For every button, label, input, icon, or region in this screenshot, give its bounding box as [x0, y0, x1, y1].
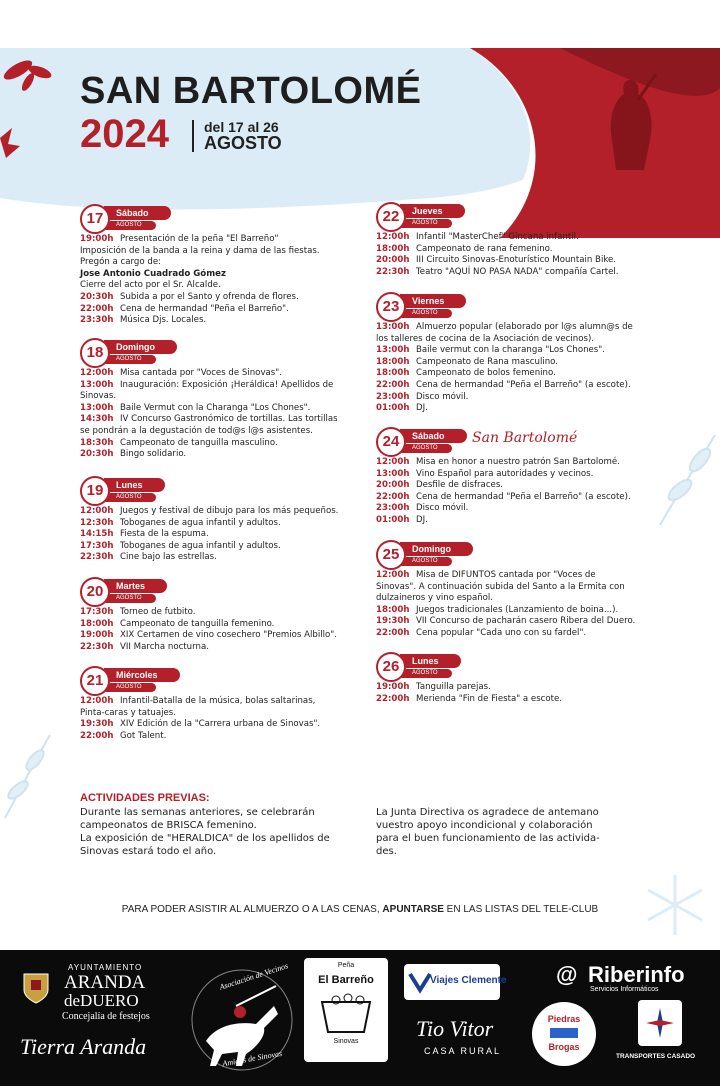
viajes-icon [408, 970, 432, 994]
event-row [376, 232, 676, 244]
event-text: Pregón a cargo de: [80, 257, 162, 268]
event-text: Campeonato de tanguilla masculino. [120, 437, 278, 448]
event-text: se pondrán a la degustación de tod@s l@s asistentes. [80, 425, 313, 436]
event-list [376, 570, 676, 640]
event-time: 13:00h [376, 322, 410, 332]
event-time: 14:30h [80, 414, 114, 425]
event-time: 22:00h [376, 693, 410, 704]
event-row [376, 628, 676, 640]
pena-name: El Barreño [318, 974, 374, 986]
day-23 [376, 292, 676, 415]
event-row [80, 541, 380, 553]
event-text: Baile vermut con la charanga "Los Chones". [416, 345, 605, 356]
day-month: AGOSTO [400, 444, 452, 453]
event-text: Juegos y festival de dibujo para los más pequeños. [120, 506, 339, 516]
tio-vitor-logo: Tio Vitor [416, 1016, 494, 1041]
day-month: AGOSTO [104, 355, 156, 364]
event-row [376, 380, 676, 392]
event-row [376, 357, 676, 369]
event-time: 19:30h [376, 616, 410, 627]
event-row [80, 438, 380, 450]
event-time: 12:00h [80, 696, 114, 706]
event-row [376, 469, 676, 481]
event-text: Cena de hermandad "Peña el Barreño" (a escote). [416, 379, 631, 390]
event-text: Tanguilla parejas. [416, 682, 491, 692]
event-row [376, 492, 676, 504]
event-row [80, 403, 380, 415]
event-row [376, 570, 676, 582]
event-text: III Circuito Sinovas-Enoturístico Mountain Bike. [416, 255, 617, 266]
event-time: 20:30h [80, 449, 114, 460]
event-time: 18:00h [376, 243, 410, 254]
event-text: Campeonato de Rana masculino. [416, 356, 559, 367]
event-time: 18:00h [376, 368, 410, 379]
event-row [376, 403, 676, 415]
event-row [376, 582, 676, 594]
event-time: 01:00h [376, 403, 410, 414]
event-row [376, 593, 676, 605]
event-text: Juegos tradicionales (Lanzamiento de boina...). [416, 604, 619, 615]
event-row [80, 708, 380, 720]
day-number: 18 [80, 338, 110, 368]
event-text: Cierre del acto por el Sr. Alcalde. [80, 280, 221, 291]
event-row [80, 552, 380, 564]
day-number: 20 [80, 577, 110, 607]
note-text: PARA PODER ASISTIR AL ALMUERZO O A LAS CENAS, [121, 904, 383, 915]
truck-icon [550, 1028, 578, 1038]
event-row [376, 244, 676, 256]
event-text: dulzaineros y vino español. [376, 593, 494, 604]
event-time: 13:00h [376, 468, 410, 479]
event-time: 14:15h [80, 529, 114, 540]
event-row [376, 345, 676, 357]
day-17 [80, 204, 380, 327]
event-row [376, 267, 676, 279]
day-20 [80, 577, 380, 653]
event-text: los talleres de cocina de la Asociación de vecinos). [376, 333, 595, 344]
pena-logo-box [304, 958, 388, 1062]
event-time: 20:00h [376, 480, 410, 491]
event-row [80, 518, 380, 530]
event-text: Música Djs. Locales. [120, 315, 207, 326]
at-icon: @ [556, 962, 578, 987]
event-text: DJ. [416, 403, 428, 414]
event-list [376, 457, 676, 527]
event-time: 19:30h [80, 719, 114, 730]
event-row [376, 334, 676, 346]
previas-line: campeonatos de BRISCA femenino. [80, 820, 257, 831]
day-number: 19 [80, 476, 110, 506]
day-25 [376, 540, 676, 640]
event-time: 22:30h [80, 552, 114, 563]
event-time: 12:00h [80, 506, 114, 516]
day-21 [80, 666, 380, 742]
day-number: 26 [376, 652, 406, 682]
day-number: 22 [376, 202, 406, 232]
event-text: Inauguración: Exposición ¡Heráldica! Apellidos de [120, 379, 334, 390]
event-time: 12:00h [376, 570, 410, 580]
event-text: Baile Vermut con la Charanga "Los Chones". [120, 402, 311, 413]
event-list [80, 607, 380, 653]
event-row [80, 506, 380, 518]
day-month: AGOSTO [400, 219, 452, 228]
day-name: Viernes [400, 294, 466, 308]
tierra-aranda-logo: Tierra Aranda [20, 1034, 147, 1059]
year: 2024 [80, 112, 169, 156]
event-time: 12:30h [80, 517, 114, 528]
event-list [80, 506, 380, 564]
event-row [376, 368, 676, 380]
event-text: Disco móvil. [416, 503, 469, 514]
event-text: Presentación de la peña "El Barreño" [120, 234, 279, 244]
event-time: 18:00h [80, 618, 114, 629]
ayto-aranda: ARANDA [64, 972, 146, 993]
event-row [80, 246, 380, 258]
patron-script: San Bartolomé [472, 430, 578, 446]
previas-line: Sinovas estará todo el año. [80, 846, 217, 857]
day-number: 17 [80, 204, 110, 234]
event-row [80, 696, 380, 708]
event-time: 12:00h [80, 368, 114, 378]
event-text: Misa en honor a nuestro patrón San Bartolomé. [416, 457, 620, 467]
event-row [80, 619, 380, 631]
event-text: Cine bajo las estrellas. [120, 552, 217, 563]
viajes-name: Viajes Clemente [430, 975, 507, 986]
event-text: Sinovas. [80, 391, 117, 402]
page-title: SAN BARTOLOMÉ [80, 70, 422, 112]
ayto-duero: deDUERO [64, 991, 139, 1010]
event-row [376, 457, 676, 469]
day-name: Miércoles [104, 668, 180, 682]
event-row [80, 731, 380, 743]
event-time: 12:00h [376, 457, 410, 467]
day-name: Lunes [400, 654, 461, 668]
event-row [376, 605, 676, 617]
event-list [376, 322, 676, 415]
previas-text [80, 806, 360, 858]
event-time: 22:30h [80, 641, 114, 652]
thanks-line: La Junta Directiva os agradece de antemano [376, 807, 599, 818]
event-text: Jose Antonio Cuadrado Gómez [80, 268, 226, 279]
event-row [80, 292, 380, 304]
event-row [80, 607, 380, 619]
day-name: Domingo [104, 340, 177, 354]
event-time: 22:00h [376, 491, 410, 502]
event-row [376, 322, 676, 334]
event-time: 01:00h [376, 514, 410, 525]
event-row [376, 515, 676, 527]
event-row [376, 694, 676, 706]
event-time: 23:30h [80, 315, 114, 326]
barreno-icon [316, 992, 376, 1036]
piedras-bottom: Brogas [548, 1042, 580, 1052]
day-month: AGOSTO [104, 594, 156, 603]
event-time: 13:00h [376, 345, 410, 356]
event-text: Cena popular "Cada uno con su fardel". [416, 627, 587, 638]
event-row [80, 642, 380, 654]
previas-line: La exposición de "HERALDICA" de los apellidos de [80, 833, 330, 844]
day-22 [376, 202, 676, 278]
event-row [376, 480, 676, 492]
event-time: 17:30h [80, 607, 114, 617]
event-text: Infantil-Batalla de la música, bolas saltarinas, [120, 696, 316, 706]
event-text: XIX Certamen de vino cosechero "Premios Albillo". [120, 630, 337, 641]
event-time: 18:00h [376, 604, 410, 615]
event-row [80, 304, 380, 316]
event-row [376, 503, 676, 515]
event-text: Campeonato de rana femenino. [416, 243, 553, 254]
event-text: Almuerzo popular (elaborado por l@s alumn@s de [416, 322, 633, 332]
event-time: 13:00h [80, 379, 114, 390]
event-time: 23:00h [376, 503, 410, 514]
event-time: 20:00h [376, 255, 410, 266]
event-time: 22:00h [80, 303, 114, 314]
event-text: Teatro "AQUÍ NO PASA NADA" compañía Cartel. [416, 266, 619, 277]
event-time: 22:30h [376, 266, 410, 277]
day-name: Lunes [104, 478, 165, 492]
event-text: Misa de DIFUNTOS cantada por "Voces de [416, 570, 596, 580]
compass-icon [644, 1006, 676, 1040]
event-text: VII Concurso de pacharán casero Ribera del Duero. [416, 616, 636, 627]
event-text: Toboganes de agua infantil y adultos. [120, 517, 281, 528]
event-text: XIV Edición de la "Carrera urbana de Sinovas". [120, 719, 321, 730]
event-time: 22:00h [376, 379, 410, 390]
event-row [80, 269, 380, 281]
event-row [80, 315, 380, 327]
day-name: Jueves [400, 204, 465, 218]
event-time: 17:30h [80, 540, 114, 551]
event-row [376, 682, 676, 694]
event-text: VII Marcha nocturna. [120, 641, 209, 652]
event-time: 18:00h [376, 356, 410, 367]
event-text: Campeonato de bolos femenino. [416, 368, 556, 379]
pena-small: Peña [337, 962, 355, 969]
leaf-decoration-left [0, 730, 60, 820]
event-row [80, 426, 380, 438]
event-row [80, 280, 380, 292]
event-text: Pinta-caras y tatuajes. [80, 707, 176, 718]
event-text: Vino Español para autoridades y vecinos. [416, 468, 594, 479]
event-row [80, 719, 380, 731]
note-emphasis: APUNTARSE [382, 904, 444, 915]
asociacion-bottom-text: Amigos de Sinovas [221, 1048, 283, 1069]
piedras-top: Piedras [547, 1014, 581, 1024]
event-text: Campeonato de tanguilla femenino. [120, 618, 275, 629]
event-row [80, 391, 380, 403]
thanks-line: vuestro apoyo incondicional y colaboración [376, 820, 593, 831]
casa-rural: CASA RURAL [424, 1046, 502, 1056]
event-list [376, 682, 676, 705]
event-text: Got Talent. [120, 730, 167, 741]
event-time: 18:30h [80, 437, 114, 448]
event-text: Fiesta de la espuma. [120, 529, 209, 540]
day-month: AGOSTO [104, 221, 156, 230]
event-row [80, 414, 380, 426]
ayto-concejalia: Concejalía de festejos [62, 1011, 150, 1022]
asociacion-top-text: Asociación de Vecinos [218, 961, 290, 992]
event-text: DJ. [416, 514, 428, 525]
event-text: Disco móvil. [416, 391, 469, 402]
day-month: AGOSTO [400, 557, 452, 566]
event-row [80, 380, 380, 392]
day-month: AGOSTO [104, 683, 156, 692]
event-row [80, 630, 380, 642]
thanks-line: des. [376, 846, 397, 857]
event-time: 22:00h [376, 627, 410, 638]
day-month: AGOSTO [400, 309, 452, 318]
event-row [80, 368, 380, 380]
viajes-logo-box [404, 964, 507, 1000]
event-row [80, 234, 380, 246]
event-row [376, 255, 676, 267]
event-list [376, 232, 676, 278]
event-time: 20:30h [80, 291, 114, 302]
thanks-text [376, 806, 656, 858]
event-text: Cena de hermandad "Peña el Barreño". [120, 303, 289, 314]
riberinfo-sub: Servicios Informáticos [590, 986, 659, 993]
event-row [376, 616, 676, 628]
event-text: Subida a por el Santo y ofrenda de flores. [120, 291, 299, 302]
event-list [80, 234, 380, 327]
event-row [80, 257, 380, 269]
day-number: 23 [376, 292, 406, 322]
event-time: 19:00h [80, 234, 114, 244]
event-time: 13:00h [80, 402, 114, 413]
coat-of-arms-icon [22, 970, 50, 1004]
event-text: IV Concurso Gastronómico de tortillas. Las tortillas [120, 414, 338, 425]
day-19 [80, 476, 380, 564]
event-text: Sinovas". A continuación subida del Santo a la Ermita con [376, 581, 625, 592]
event-list [80, 368, 380, 461]
event-time: 22:00h [80, 730, 114, 741]
event-text: Imposición de la banda a la reina y dama de las fiestas. [80, 245, 320, 256]
event-row [80, 529, 380, 541]
piedras-logo [532, 1002, 596, 1066]
thanks-line: para el buen funcionamiento de las activida- [376, 833, 600, 844]
ayto-label: AYUNTAMIENTO [68, 963, 143, 972]
transportes-logo-box [638, 1000, 682, 1046]
note-text-end: EN LAS LISTAS DEL TELE-CLUB [443, 904, 599, 915]
day-month: AGOSTO [104, 493, 156, 502]
event-text: Torneo de futbito. [120, 607, 196, 617]
pena-sub: Sinovas [333, 1038, 359, 1045]
event-list [80, 696, 380, 742]
previas-title: ACTIVIDADES PREVIAS: [80, 792, 210, 804]
day-name: Martes [104, 579, 167, 593]
year-separator [192, 120, 194, 152]
day-number: 21 [80, 666, 110, 696]
event-text: Misa cantada por "Voces de Sinovas". [120, 368, 282, 378]
event-time: 19:00h [80, 630, 114, 641]
event-text: Bingo solidario. [120, 449, 187, 460]
event-text: Merienda "Fin de Fiesta" a escote. [416, 693, 563, 704]
statue-image [600, 70, 660, 170]
day-number: 24 [376, 427, 406, 457]
event-text: Cena de hermandad "Peña el Barreño" (a escote). [416, 491, 631, 502]
event-text: Toboganes de agua infantil y adultos. [120, 540, 281, 551]
sponsor-bar [0, 950, 720, 1086]
dates-range: del 17 al 26 [204, 119, 279, 135]
event-row [80, 449, 380, 461]
event-text: Infantil "MasterChef" Gincana infantil. [416, 232, 579, 242]
signup-note [0, 904, 720, 915]
event-text: Desfile de disfraces. [416, 480, 504, 491]
riberinfo-name: Riberinfo [588, 962, 685, 987]
previas-line: Durante las semanas anteriores, se celebrarán [80, 807, 315, 818]
event-row [376, 392, 676, 404]
day-name: Sábado [104, 206, 171, 220]
event-time: 12:00h [376, 232, 410, 242]
day-26 [376, 652, 676, 705]
day-number: 25 [376, 540, 406, 570]
day-name: Sábado [400, 429, 467, 443]
dates-month: AGOSTO [204, 133, 282, 153]
event-time: 23:00h [376, 391, 410, 402]
event-time: 19:00h [376, 682, 410, 692]
day-18 [80, 338, 380, 461]
day-month: AGOSTO [400, 669, 452, 678]
day-name: Domingo [400, 542, 473, 556]
transportes-name: TRANSPORTES CASADO [616, 1053, 696, 1060]
